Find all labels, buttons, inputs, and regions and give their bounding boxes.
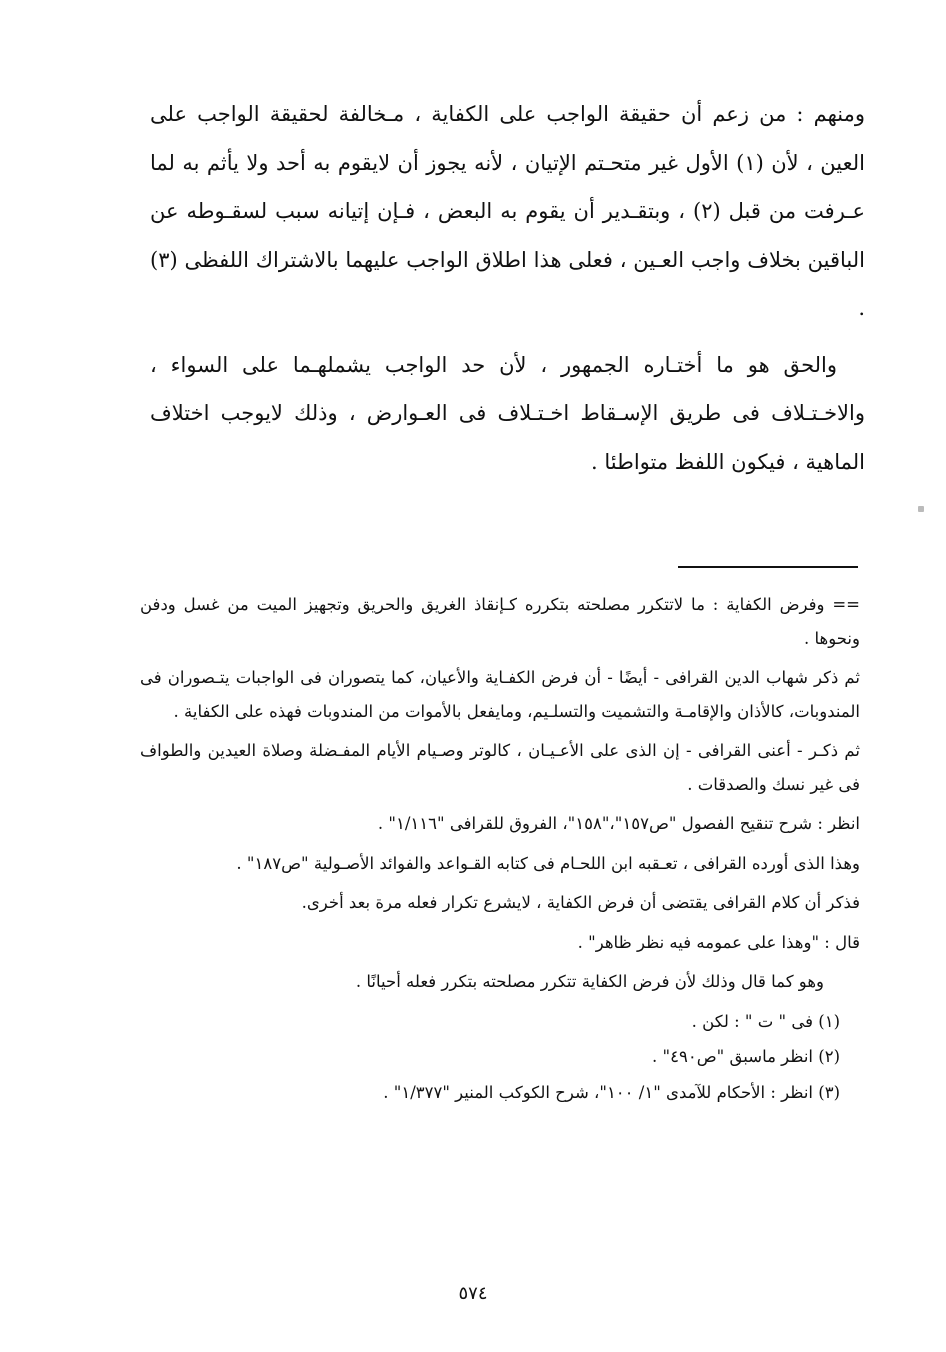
main-paragraph: والحق هو ما أختـاره الجمهور ، لأن حد الواجب يشملهـما على السواء ، والاخـتـلاف فى طريق الإسـقاط اخـتـلاف فى العـوارض ، وذلك لايوجب اختلاف الماهية ، فيكون اللفظ متواطئا .: [150, 352, 865, 474]
footnote-reference: (١) فى " ت " : لكن .: [691, 1011, 840, 1031]
margin-mark: [918, 506, 924, 512]
footnote-text: == وفرض الكفاية : ما لاتتكرر مصلحته بتكرره كـإنقاذ الغريق والحريق وتجهيز الميت من غسل ودفن ونحوها .: [140, 595, 860, 648]
footnote-text: فذكر أن كلام القرافى يقتضى أن فرض الكفاية ، لايشرع تكرار فعله مرة بعد أخرى.: [301, 893, 860, 912]
footnote-reference: (٣) انظر : الأحكام للآمدى "١/ ١٠٠"، شرح الكوكب المنير "١/٣٧٧" .: [383, 1082, 840, 1102]
main-paragraph: ومنهم : من زعم أن حقيقة الواجب على الكفاية ، مـخالفة لحقيقة الواجب على العين ، لأن (١) الأول غير متحـتم الإتيان ، لأنه يجوز أن لايقوم به أحد ولا يأثم به لما عـرفت من قبل (٢) ، وبتقـدير أن يقوم به البعض ، فـإن إتيانه سبب لسقـوطه عن الباقين بخلاف واجب العـين ، فعلى هذا اطلاق الواجب عليهما بالاشتراك اللفظى (٣) .: [150, 102, 865, 320]
footnote-text: وهو كما قال وذلك لأن فرض الكفاية تتكرر مصلحته بتكرر فعله أحيانًا .: [355, 972, 824, 991]
footnote-text: قال : "وهذا على عمومه فيه نظر ظاهر" .: [577, 932, 860, 952]
footnote-text: وهذا الذى أورده القرافى ، تعـقبه ابن اللحـام فى كتابه القـواعد والفوائد الأصـولية "ص١٨٧" .: [236, 853, 860, 873]
footnote-reference: (٢) انظر ماسبق "ص٤٩٠" .: [652, 1047, 840, 1066]
footnotes-section: [140, 588, 860, 1111]
footnote-separator: [678, 566, 858, 568]
footnote-text: انظر : شرح تنقيح الفصول "ص١٥٧"،"١٥٨"، الفروق للقرافى "١/١١٦" .: [377, 814, 860, 833]
footnote-text: ثم ذكر شهاب الدين القرافى - أيضًا - أن فرض الكفـاية والأعيان، كما يتصوران فى الواجبات يتـصوران فى المندوبات، كالأذان والإقامـة والتشميت والتسلـيم، ومايفعل بالأموات من المندوبات فهذه على الكفاية .: [140, 668, 860, 721]
main-text: [150, 90, 865, 494]
footnote-text: ثم ذكـر - أعنى القرافى - إن الذى على الأعـيـان ، كالوتر وصـيام الأيام المفـضلة وصلاة العيدين والطواف فى غير نسك والصدقات .: [140, 741, 860, 794]
page-number: ٥٧٤: [458, 1283, 488, 1304]
